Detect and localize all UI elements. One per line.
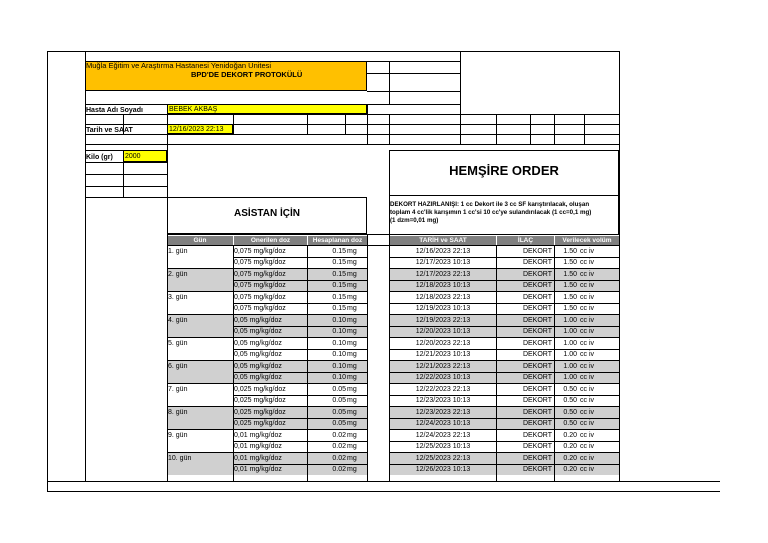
volume-unit-cell: cc iv — [580, 362, 594, 370]
date-time-cell: 12/21/2023 22:13 — [415, 362, 471, 370]
day-cell: 3. gün — [168, 293, 188, 301]
dose-cell: 0,075 mg/kg/doz — [234, 270, 286, 278]
dose-cell: 0,05 mg/kg/doz — [234, 328, 282, 335]
date-value: 12/16/2023 22:13 — [169, 126, 224, 133]
calc-dose-cell: 0.10 — [332, 351, 346, 358]
date-time-cell: 12/20/2023 10:13 — [415, 328, 471, 335]
col-header-dose: Onerilen doz — [234, 236, 307, 245]
calc-dose-cell: 0.15 — [332, 293, 346, 301]
calc-unit-cell: mg — [347, 316, 357, 324]
dose-cell: 0,05 mg/kg/doz — [234, 351, 282, 358]
weight-label: Kilo (gr) — [86, 154, 113, 161]
date-time-cell: 12/22/2023 22:13 — [415, 385, 471, 393]
col-header-drug: İLAÇ — [497, 236, 554, 245]
volume-unit-cell: cc iv — [580, 293, 594, 301]
date-time-cell: 12/17/2023 10:13 — [415, 259, 471, 266]
volume-cell: 1.00 — [563, 374, 577, 381]
date-time-cell: 12/20/2023 22:13 — [415, 339, 471, 347]
dose-cell: 0,075 mg/kg/doz — [234, 305, 286, 312]
volume-unit-cell: cc iv — [580, 328, 594, 335]
drug-cell: DEKORT — [522, 374, 552, 381]
calc-dose-cell: 0.05 — [332, 397, 346, 404]
calc-dose-cell: 0.05 — [332, 408, 346, 416]
dose-cell: 0,025 mg/kg/doz — [234, 420, 286, 427]
volume-cell: 0.20 — [563, 454, 577, 462]
col-header-date: TARİH ve SAAT — [390, 236, 496, 245]
drug-cell: DEKORT — [522, 259, 552, 266]
volume-unit-cell: cc iv — [580, 385, 594, 393]
date-time-cell: 12/22/2023 10:13 — [415, 374, 471, 381]
day-cell: 4. gün — [168, 316, 188, 324]
dose-cell: 0,075 mg/kg/doz — [234, 247, 286, 255]
volume-cell: 0.50 — [563, 408, 577, 416]
volume-unit-cell: cc iv — [580, 408, 594, 416]
calc-unit-cell: mg — [347, 305, 357, 312]
volume-cell: 1.00 — [563, 351, 577, 358]
calc-unit-cell: mg — [347, 454, 357, 462]
date-time-cell: 12/18/2023 22:13 — [415, 293, 471, 301]
day-cell: 1. gün — [168, 247, 188, 255]
volume-cell: 1.50 — [563, 259, 577, 266]
calc-unit-cell: mg — [347, 328, 357, 335]
dose-cell: 0,025 mg/kg/doz — [234, 408, 286, 416]
calc-dose-cell: 0.15 — [332, 247, 346, 255]
calc-dose-cell: 0.02 — [332, 466, 346, 473]
drug-cell: DEKORT — [522, 454, 552, 462]
calc-unit-cell: mg — [347, 431, 357, 439]
day-cell: 8. gün — [168, 408, 188, 416]
day-cell: 5. gün — [168, 339, 188, 347]
volume-cell: 1.00 — [563, 362, 577, 370]
volume-cell: 0.20 — [563, 443, 577, 450]
calc-unit-cell: mg — [347, 408, 357, 416]
volume-unit-cell: cc iv — [580, 305, 594, 312]
date-label: Tarih ve SAAT — [86, 127, 133, 134]
volume-unit-cell: cc iv — [580, 351, 594, 358]
drug-cell: DEKORT — [522, 443, 552, 450]
volume-unit-cell: cc iv — [580, 270, 594, 278]
frame-right — [619, 51, 620, 481]
calc-dose-cell: 0.05 — [332, 385, 346, 393]
dose-cell: 0,01 mg/kg/doz — [234, 431, 282, 439]
col-header-volume: Verilecek volüm — [555, 236, 619, 245]
date-time-cell: 12/24/2023 10:13 — [415, 420, 471, 427]
weight-value: 2000 — [125, 153, 141, 160]
calc-unit-cell: mg — [347, 362, 357, 370]
weight-field[interactable] — [123, 150, 167, 162]
calc-dose-cell: 0.15 — [332, 305, 346, 312]
calc-unit-cell: mg — [347, 351, 357, 358]
dose-cell: 0,075 mg/kg/doz — [234, 282, 286, 289]
dose-cell: 0,05 mg/kg/doz — [234, 316, 282, 324]
frame-top — [47, 51, 619, 52]
drug-cell: DEKORT — [522, 397, 552, 404]
volume-unit-cell: cc iv — [580, 454, 594, 462]
volume-cell: 0.50 — [563, 420, 577, 427]
volume-unit-cell: cc iv — [580, 420, 594, 427]
patient-name-value: BEBEK AKBAŞ — [169, 106, 218, 113]
calc-dose-cell: 0.02 — [332, 454, 346, 462]
drug-cell: DEKORT — [522, 328, 552, 335]
frame-bottom — [47, 481, 720, 482]
day-cell: 9. gün — [168, 431, 188, 439]
day-cell: 6. gün — [168, 362, 188, 370]
calc-unit-cell: mg — [347, 397, 357, 404]
assistant-title: ASİSTAN İÇİN — [234, 208, 300, 219]
frame-left-inner — [85, 51, 86, 481]
volume-cell: 1.50 — [563, 247, 577, 255]
volume-unit-cell: cc iv — [580, 466, 594, 473]
date-time-cell: 12/21/2023 10:13 — [415, 351, 471, 358]
volume-unit-cell: cc iv — [580, 339, 594, 347]
drug-cell: DEKORT — [522, 408, 552, 416]
date-time-cell: 12/17/2023 22:13 — [415, 270, 471, 278]
calc-dose-cell: 0.15 — [332, 282, 346, 289]
date-field[interactable] — [167, 124, 233, 134]
dose-cell: 0,075 mg/kg/doz — [234, 293, 286, 301]
calc-dose-cell: 0.15 — [332, 270, 346, 278]
dose-cell: 0,01 mg/kg/doz — [234, 443, 282, 450]
date-time-cell: 12/19/2023 10:13 — [415, 305, 471, 312]
calc-unit-cell: mg — [347, 247, 357, 255]
preparation-note-line: DEKORT HAZIRLANIŞI: 1 cc Dekort ile 3 cc SF karıştırılacak, oluşan — [390, 201, 590, 208]
drug-cell: DEKORT — [522, 431, 552, 439]
calc-unit-cell: mg — [347, 385, 357, 393]
volume-cell: 1.50 — [563, 293, 577, 301]
calc-dose-cell: 0.10 — [332, 374, 346, 381]
volume-unit-cell: cc iv — [580, 443, 594, 450]
volume-cell: 0.50 — [563, 385, 577, 393]
drug-cell: DEKORT — [522, 247, 552, 255]
dose-cell: 0,025 mg/kg/doz — [234, 397, 286, 404]
volume-unit-cell: cc iv — [580, 431, 594, 439]
dose-cell: 0,05 mg/kg/doz — [234, 362, 282, 370]
hospital-name: Muğla Eğitim ve Araştırma Hastanesi Yenidoğan Unitesi — [86, 61, 272, 70]
date-time-cell: 12/24/2023 22:13 — [415, 431, 471, 439]
volume-cell: 1.50 — [563, 270, 577, 278]
frame-left — [47, 51, 48, 491]
drug-cell: DEKORT — [522, 362, 552, 370]
drug-cell: DEKORT — [522, 305, 552, 312]
drug-cell: DEKORT — [522, 351, 552, 358]
patient-name-label: Hasta Adı Soyadı — [86, 107, 143, 114]
dose-cell: 0,01 mg/kg/doz — [234, 466, 282, 473]
day-cell: 2. gün — [168, 270, 188, 278]
calc-unit-cell: mg — [347, 282, 357, 289]
calc-dose-cell: 0.10 — [332, 339, 346, 347]
drug-cell: DEKORT — [522, 339, 552, 347]
calc-dose-cell: 0.10 — [332, 316, 346, 324]
volume-unit-cell: cc iv — [580, 316, 594, 324]
volume-cell: 0.50 — [563, 397, 577, 404]
preparation-note-line: (1 dzm=0,01 mg) — [390, 217, 439, 224]
col-header-calc: Hesaplanan doz — [308, 236, 367, 245]
dose-cell: 0,05 mg/kg/doz — [234, 374, 282, 381]
volume-cell: 1.50 — [563, 282, 577, 289]
protocol-title: BPD'DE DEKORT PROTOKÜLÜ — [191, 70, 303, 79]
volume-unit-cell: cc iv — [580, 397, 594, 404]
calc-dose-cell: 0.10 — [332, 328, 346, 335]
calc-unit-cell: mg — [347, 339, 357, 347]
dose-cell: 0,025 mg/kg/doz — [234, 385, 286, 393]
drug-cell: DEKORT — [522, 293, 552, 301]
calc-unit-cell: mg — [347, 293, 357, 301]
date-time-cell: 12/16/2023 22:13 — [415, 247, 471, 255]
date-time-cell: 12/25/2023 22:13 — [415, 454, 471, 462]
calc-unit-cell: mg — [347, 259, 357, 266]
date-time-cell: 12/19/2023 22:13 — [415, 316, 471, 324]
calc-dose-cell: 0.15 — [332, 259, 346, 266]
dose-cell: 0,01 mg/kg/doz — [234, 454, 282, 462]
drug-cell: DEKORT — [522, 270, 552, 278]
date-time-cell: 12/25/2023 10:13 — [415, 443, 471, 450]
patient-name-field[interactable] — [167, 104, 367, 114]
day-cell: 10. gün — [168, 454, 192, 462]
calc-dose-cell: 0.10 — [332, 362, 346, 370]
date-time-cell: 12/18/2023 10:13 — [415, 282, 471, 289]
dose-cell: 0,075 mg/kg/doz — [234, 259, 286, 266]
drug-cell: DEKORT — [522, 316, 552, 324]
volume-unit-cell: cc iv — [580, 259, 594, 266]
dose-cell: 0,05 mg/kg/doz — [234, 339, 282, 347]
calc-unit-cell: mg — [347, 420, 357, 427]
volume-cell: 1.50 — [563, 305, 577, 312]
drug-cell: DEKORT — [522, 282, 552, 289]
volume-cell: 1.00 — [563, 328, 577, 335]
volume-cell: 0.20 — [563, 466, 577, 473]
volume-cell: 0.20 — [563, 431, 577, 439]
volume-unit-cell: cc iv — [580, 282, 594, 289]
volume-cell: 1.00 — [563, 316, 577, 324]
calc-dose-cell: 0.05 — [332, 420, 346, 427]
drug-cell: DEKORT — [522, 385, 552, 393]
drug-cell: DEKORT — [522, 466, 552, 473]
date-time-cell: 12/23/2023 10:13 — [415, 397, 471, 404]
calc-dose-cell: 0.02 — [332, 431, 346, 439]
calc-unit-cell: mg — [347, 466, 357, 473]
col-header-day: Gün — [167, 236, 233, 245]
date-time-cell: 12/23/2023 22:13 — [415, 408, 471, 416]
frame-bottom-2 — [47, 491, 720, 492]
calc-unit-cell: mg — [347, 374, 357, 381]
volume-unit-cell: cc iv — [580, 247, 594, 255]
date-time-cell: 12/26/2023 10:13 — [415, 466, 471, 473]
calc-dose-cell: 0.02 — [332, 443, 346, 450]
nurse-title: HEMŞİRE ORDER — [449, 163, 559, 178]
volume-unit-cell: cc iv — [580, 374, 594, 381]
calc-unit-cell: mg — [347, 270, 357, 278]
drug-cell: DEKORT — [522, 420, 552, 427]
preparation-note-line: toplam 4 cc'lik karışımın 1 cc'si 10 cc'ye sulandırılacak (1 cc=0,1 mg) — [390, 209, 592, 216]
volume-cell: 1.00 — [563, 339, 577, 347]
calc-unit-cell: mg — [347, 443, 357, 450]
day-cell: 7. gün — [168, 385, 188, 393]
